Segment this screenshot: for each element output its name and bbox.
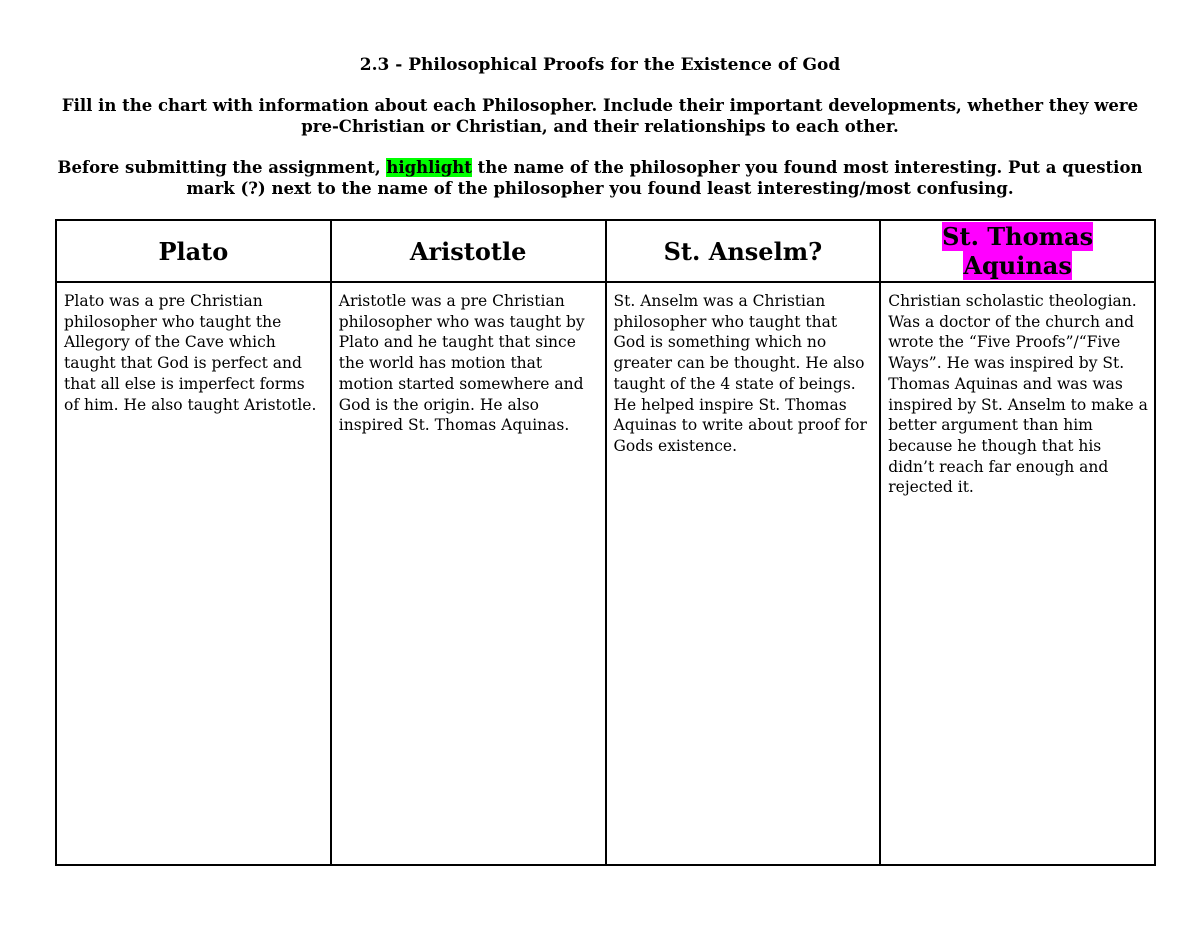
content-text-anselm: St. Anselm was a Christian philosopher who taught that God is something which no greater can be thought. He also taught of the 4 state of beings. He helped inspire St. Thomas Aquinas to write about proof for Gods existence. [613, 292, 867, 455]
content-cell-aristotle[interactable] [331, 282, 606, 865]
instructions-text-before: Before submitting the assignment, [57, 158, 381, 177]
page-title: 2.3 - Philosophical Proofs for the Existence of God [359, 55, 841, 75]
header-cell-aristotle [331, 220, 606, 282]
content-row [56, 282, 1155, 865]
content-text-aristotle: Aristotle was a pre Christian philosopher who was taught by Plato and he taught that since the world has motion that motion started somewhere and God is the origin. He also inspired St. Thomas Aquinas. [338, 292, 585, 435]
content-cell-anselm[interactable] [606, 282, 881, 865]
header-cell-aquinas [880, 220, 1155, 282]
header-label-aquinas: St. Thomas Aquinas [942, 222, 1094, 280]
instructions-text-after: the name of the philosopher you found most interesting. Put a question mark (?) next to the name of the philosopher you found least interesting/most confusing. [186, 158, 1143, 198]
header-row [56, 220, 1155, 282]
highlight-word: highlight [386, 158, 472, 177]
content-cell-aquinas[interactable] [880, 282, 1155, 865]
content-text-plato: Plato was a pre Christian philosopher who taught the Allegory of the Cave which taught that God is perfect and that all else is imperfect forms of him. He also taught Aristotle. [64, 292, 317, 414]
header-label-plato: Plato [158, 236, 229, 266]
header-label-anselm: St. Anselm? [663, 236, 823, 266]
header-cell-plato [56, 220, 331, 282]
content-cell-plato[interactable] [56, 282, 331, 865]
header-cell-anselm [606, 220, 881, 282]
content-text-aquinas: Christian scholastic theologian. Was a doctor of the church and wrote the “Five Proofs”/“Five Ways”. He was inspired by St. Thomas Aquinas and was was inspired by St. Anselm to make a better argument than him because he though that his didn’t reach far enough and rejected it. [888, 292, 1148, 497]
philosopher-chart [55, 219, 1156, 866]
instructions-paragraph-1: Fill in the chart with information about each Philosopher. Include their important developments, whether they were pre-Christian or Christian, and their relationships to each other. [61, 96, 1139, 136]
header-label-aristotle: Aristotle [409, 236, 527, 266]
instructions-paragraph-2 [50, 157, 1150, 199]
